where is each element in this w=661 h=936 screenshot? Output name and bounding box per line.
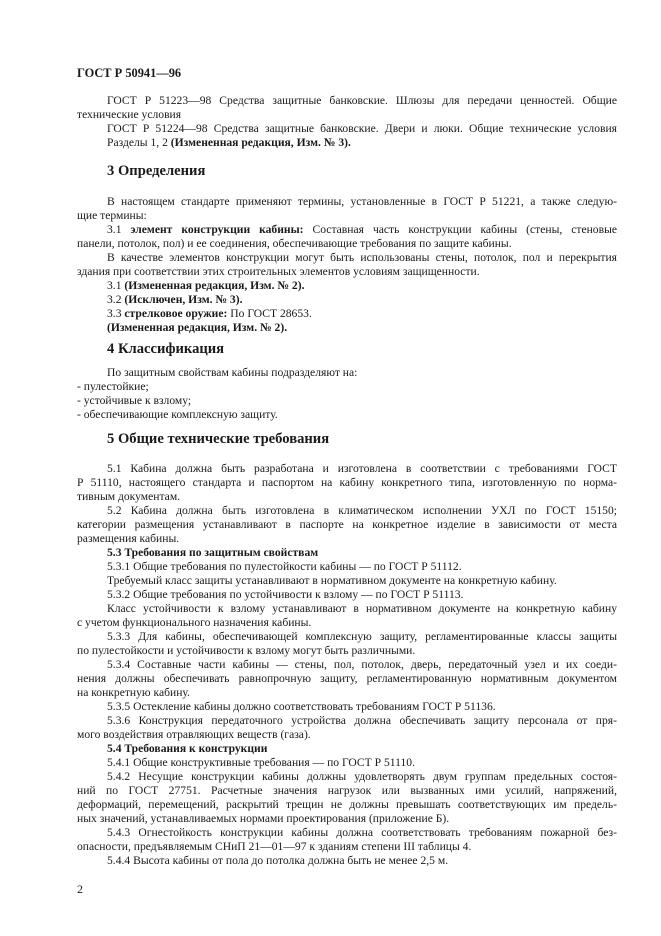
paragraph-line: Р 51110, настоящего стандарта и паспортом на кабину конкретного типа, изготовленную по норма- [77, 476, 617, 489]
term: элемент конструкции кабины: [130, 223, 304, 236]
document-header: ГОСТ Р 50941—96 [77, 66, 182, 80]
paragraph-line: 5.3.1 Общие требования по пулестойкости кабины — по ГОСТ Р 51112. [107, 560, 462, 573]
term-text: Составная часть конструкции кабины (стены, стеновые [303, 223, 618, 236]
term-text: По ГОСТ 28653. [227, 307, 312, 320]
amendment-note: (Исключен, Изм. № 3). [124, 293, 243, 306]
paragraph-line: с учетом функционального назначения кабины. [77, 616, 312, 629]
paragraph-line: здания при соответствии этих строительных элементов условиям защищенности. [77, 265, 480, 278]
amendment-note: (Измененная редакция, Изм. № 2). [124, 279, 305, 292]
paragraph-line: По защитным свойствам кабины подразделяют на: [107, 366, 358, 379]
paragraph-line: на конкретную кабину. [77, 686, 190, 699]
section-heading-3: 3 Определения [107, 163, 206, 179]
paragraph-line: по пулестойкости и устойчивости к взлому могут быть различными. [77, 644, 416, 657]
paragraph-line: 5.4.1 Общие конструктивные требования — по ГОСТ Р 51110. [107, 756, 415, 769]
paragraph-line: тивным документам. [77, 490, 181, 503]
paragraph-line: В настоящем стандарте применяют термины, установленные в ГОСТ Р 51221, а также следую- [107, 195, 617, 208]
list-item: - пулестойкие; [77, 380, 149, 393]
paragraph-line: опасности, предъявляемым СНиП 21—01—97 к зданиям степени III таблицы 4. [77, 840, 472, 853]
subsection-heading: 5.4 Требования к конструкции [107, 742, 268, 755]
paragraph-line: 5.3.6 Конструкция передаточного устройства должна обеспечивать защиту персонала от пря- [107, 714, 617, 727]
paragraph-line: мого воздействия отравляющих веществ (газа). [77, 728, 311, 741]
paragraph-line: 5.4.2 Несущие конструкции кабины должны удовлетворять двум группам предельных состоя- [107, 770, 617, 783]
section-heading-4: 4 Классификация [107, 341, 225, 357]
amendment-line [107, 293, 617, 307]
term: стрелковое оружие: [124, 307, 228, 320]
term-definition-line [107, 223, 617, 237]
paragraph-line: 5.3.2 Общие требования по устойчивости к взлому — по ГОСТ Р 51113. [107, 588, 464, 601]
ref-line: ГОСТ Р 51224—98 Средства защитные банковские. Двери и люки. Общие технические условия [107, 122, 617, 135]
paragraph-line: 5.1 Кабина должна быть разработана и изготовлена в соответствии с требованиями ГОСТ [107, 462, 617, 475]
paragraph-line: категории размещения устанавливают в паспорте на конкретное изделие в зависимости от места [77, 518, 617, 531]
paragraph-line: Класс устойчивости к взлому устанавливают в нормативном документе на конкретную кабину [107, 602, 617, 615]
list-item: - устойчивые к взлому; [77, 394, 192, 407]
subsection-heading: 5.3 Требования по защитным свойствам [107, 546, 319, 559]
paragraph-line: размещения кабины. [77, 532, 180, 545]
paragraph-line: панели, потолок, пол) и ее соединения, обеспечивающие требования по защите кабины. [77, 237, 512, 250]
paragraph-line: В качестве элементов конструкции могут быть использованы стены, потолок, пол и перекрытия [107, 251, 617, 264]
paragraph-line: Требуемый класс защиты устанавливают в нормативном документе на конкретную кабину. [107, 574, 557, 587]
page-number: 2 [77, 882, 83, 896]
list-item: - обеспечивающие комплексную защиту. [77, 408, 278, 421]
clause-number: 3.1 [107, 223, 131, 236]
paragraph-line: 5.3.5 Остекление кабины должно соответствовать требованиям ГОСТ Р 51136. [107, 700, 496, 713]
paragraph-line: ний по ГОСТ 27751. Расчетные значения нагрузок или вызванных ими усилий, напряжений, [77, 784, 617, 797]
paragraph-line: ных значений, устанавливаемых нормами проектирования (приложение Б). [77, 812, 450, 825]
clause-number: 3.2 [107, 293, 125, 306]
amendment-note: (Измененная редакция, Изм. № 2). [107, 321, 288, 334]
paragraph-line: 5.3.4 Составные части кабины — стены, пол, потолок, дверь, передаточный узел и их соеди- [107, 658, 617, 671]
ref-line: технические условия [77, 108, 182, 121]
amendment-note: (Измененная редакция, Изм. № 3). [170, 136, 351, 149]
paragraph-line: 5.2 Кабина должна быть изготовлена в климатическом исполнении УХЛ по ГОСТ 15150; [107, 504, 617, 517]
ref-line [107, 136, 617, 150]
ref-text: Разделы 1, 2 [107, 136, 171, 149]
paragraph-line: 5.4.3 Огнестойкость конструкции кабины должна соответствовать требованиям пожарной без- [107, 826, 617, 839]
paragraph-line: деформаций, перемещений, раскрытий трещин не должны превышать соответствующих им предель- [77, 798, 617, 811]
term-definition-line [107, 307, 617, 321]
paragraph-line: 5.3.3 Для кабины, обеспечивающей комплексную защиту, регламентированные классы защиты [107, 630, 617, 643]
clause-number: 3.1 [107, 279, 125, 292]
ref-line: ГОСТ Р 51223—98 Средства защитные банковские. Шлюзы для передачи ценностей. Общие [107, 94, 617, 107]
clause-number: 3.3 [107, 307, 125, 320]
section-heading-5: 5 Общие технические требования [107, 431, 330, 447]
paragraph-line: щие термины: [77, 209, 147, 222]
paragraph-line: нения должны обеспечивать равнопрочную защиту, регламентированную нормативным документом [77, 672, 617, 685]
amendment-line [107, 279, 617, 293]
paragraph-line: 5.4.4 Высота кабины от пола до потолка должна быть не менее 2,5 м. [107, 854, 449, 867]
